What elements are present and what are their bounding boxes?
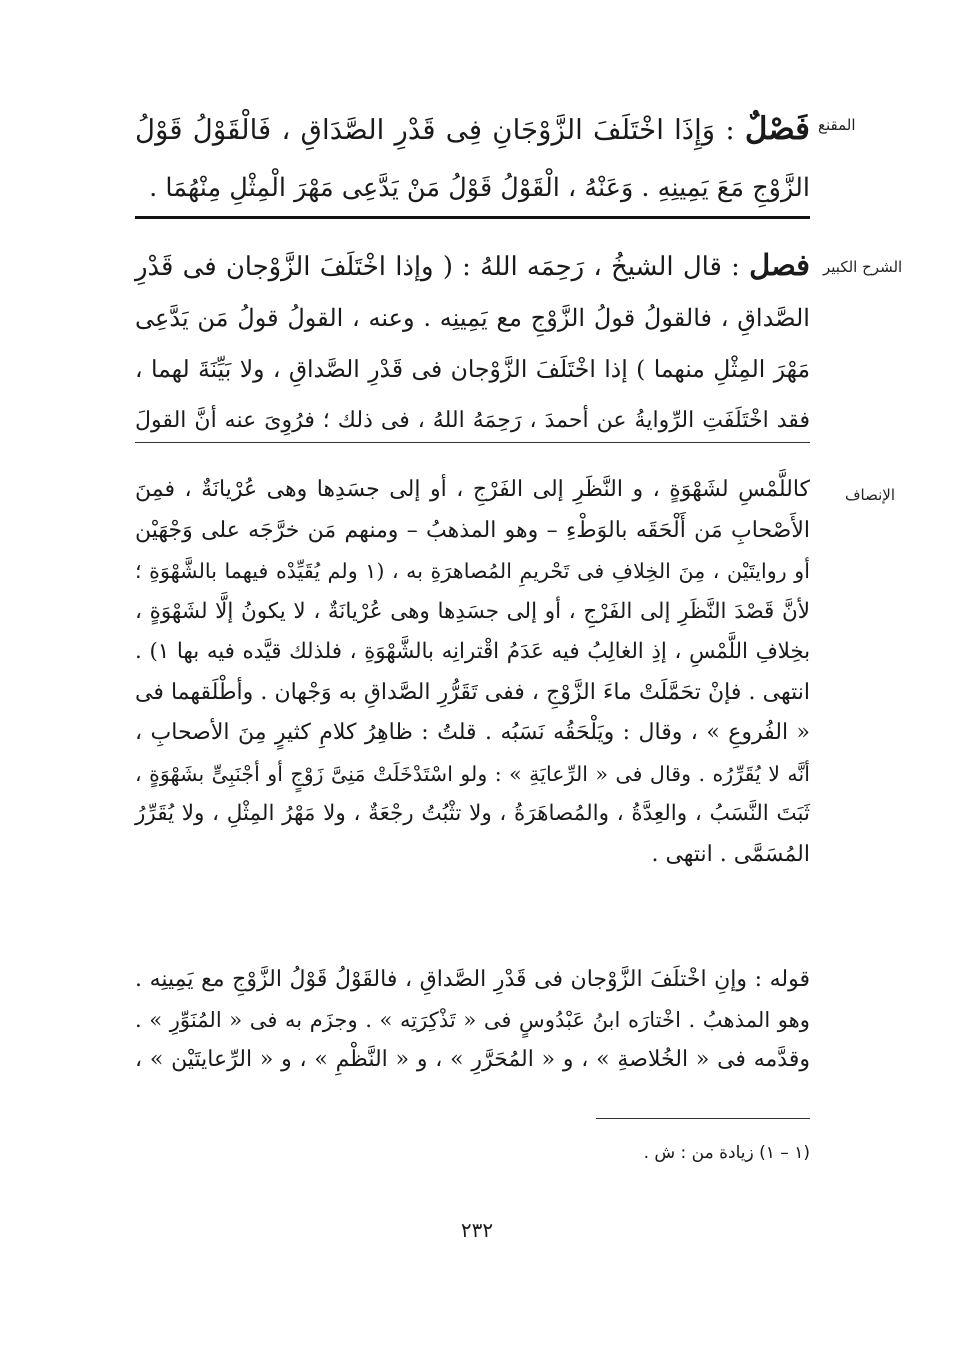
insaf-line-1: كاللَّمْسِ لشَهْوَةٍ ، و النَّظَرِ إلى الفَرْجِ ، أو إلى جسَدِها وهى عُرْيانَةٌ ، فمِنَ — [135, 477, 810, 502]
section-label-muqni: المقنع — [818, 116, 856, 134]
insaf-line-7: « الفُروعِ » ، وقال : ويَلْحَقُه نَسَبُه . قلتُ : ظاهِرُ كلامِ كثيرٍ مِنَ الأصحابِ ، — [135, 720, 810, 745]
section-label-sharh: الشرح الكبير — [823, 258, 903, 276]
insaf-line-5: بخِلافِ اللَّمْسِ ، إذِ الغالِبُ فيه عَدَمُ اقْترانِه بالشَّهْوَةِ ، فلذلك قيَّده فيه بها ١) . — [135, 639, 810, 664]
section-label-insaf: الإنصاف — [845, 486, 896, 504]
sharh-text — [135, 240, 810, 446]
muqni-line-1: فَصْلٌ : وَإِذَا اخْتَلَفَ الزَّوْجَانِ فِى قَدْرِ الصَّدَاقِ ، فَالْقَوْلُ قَوْلُ — [135, 111, 810, 147]
sharh-line-3: مَهْرَ المِثْلِ منهما ) إذا اخْتَلَفَ الزَّوْجان فى قَدْرِ الصَّداقِ ، ولا بَيِّنَةَ لهما ، — [135, 355, 810, 383]
sharh-line-2: الصَّداقِ ، فالقولُ قولُ الزَّوْجِ مع يَمِينِه . وعنه ، القولُ قولُ مَن يَدَّعِى — [135, 304, 810, 332]
qawluhu-text — [135, 960, 810, 1080]
sharh-divider — [135, 442, 810, 443]
insaf-line-4: لأنَّ قَصْدَ النَّظَرِ إلى الفَرْجِ ، أو إلى جسَدِها وهى عُرْيانَةٌ ، لا يكونُ إلَّا لشَهْوَةٍ ، — [135, 598, 810, 624]
qawluhu-line-1: قوله : وإنِ اخْتلَفَ الزَّوْجان فى قَدْرِ الصَّداقِ ، فالقَوْلُ قَوْلُ الزَّوْجِ مع يَمِينِه . — [135, 967, 810, 992]
sharh-line-1: فصل : قال الشيخُ ، رَحِمَه اللهُ : ( وإذا اخْتَلَفَ الزَّوْجان فى قَدْرِ — [135, 248, 810, 282]
insaf-line-9: ثَبَتَ النَّسَبُ ، والعِدَّةُ ، والمُصاهَرَةُ ، ولا تثْبُتُ رجْعَةٌ ، ولا مَهْرُ المِثْلِ ، ولا يُقَرِّرُ — [135, 801, 810, 826]
muqni-text — [135, 100, 810, 217]
insaf-line-10: المُسَمَّى . انتهى . — [651, 841, 810, 867]
sharh-line-4: فقد اخْتَلَفَتِ الرِّوايةُ عن أحمدَ ، رَحِمَهُ اللهُ ، فى ذلك ؛ فرُوِىَ عنه أنَّ القولَ — [135, 408, 810, 433]
insaf-line-8: أنَّه لا يُقَرِّرُه . وقال فى « الرِّعايَةِ » : ولو اسْتَدْخَلَتْ مَنِىَّ زَوْجٍ أو أجْنَبِىٍّ بشَهْوَةٍ ، — [135, 761, 810, 786]
insaf-line-6: انتهى . فإنْ تحَمَّلَتْ ماءَ الزَّوْجِ ، ففى تَقَرُّرِ الصَّداقِ به وَجْهان . وأطْلَقهما فى — [135, 679, 810, 705]
qawluhu-line-2: وهو المذهبُ . اخْتارَه ابنُ عَبْدُوسٍ فى « تَذْكِرَتِه » . وجزَم به فى « المُنَوِّرِ » . — [135, 1007, 810, 1032]
footnote: (١ – ١) زيادة من : ش . — [643, 1143, 810, 1163]
insaf-line-2: الأَصْحابِ مَن أَلْحَقَه بالوَطْءِ – وهو المذهبُ – ومنهم مَن خرَّجَه على وَجْهَيْن — [135, 517, 810, 543]
insaf-line-3: أو روايتَيْن ، مِنَ الخِلافِ فى تَحْريمِ المُصاهرَةِ به ، (١ ولم يُقَيِّدْه فيهما بالشَّهْوَةِ ؛ — [135, 559, 810, 583]
footnote-divider — [596, 1118, 810, 1119]
insaf-text — [135, 470, 810, 875]
muqni-keyword: فَصْلٌ — [744, 111, 810, 147]
page-number: ٢٣٢ — [460, 1218, 494, 1242]
muqni-line-2: الزَّوْجِ مَعَ يَمِينِهِ . وَعَنْهُ ، الْقَوْلُ قَوْلُ مَنْ يَدَّعِى مَهْرَ الْمِثْلِ مِنْهُمَا . — [149, 173, 810, 203]
qawluhu-line-3: وقدَّمه فى « الخُلاصةِ » ، و « المُحَرَّرِ » ، و « النَّظْمِ » ، و « الرِّعايتَيْن » ، — [135, 1047, 810, 1072]
muqni-divider — [135, 216, 810, 219]
sharh-keyword: فصل — [749, 248, 810, 282]
